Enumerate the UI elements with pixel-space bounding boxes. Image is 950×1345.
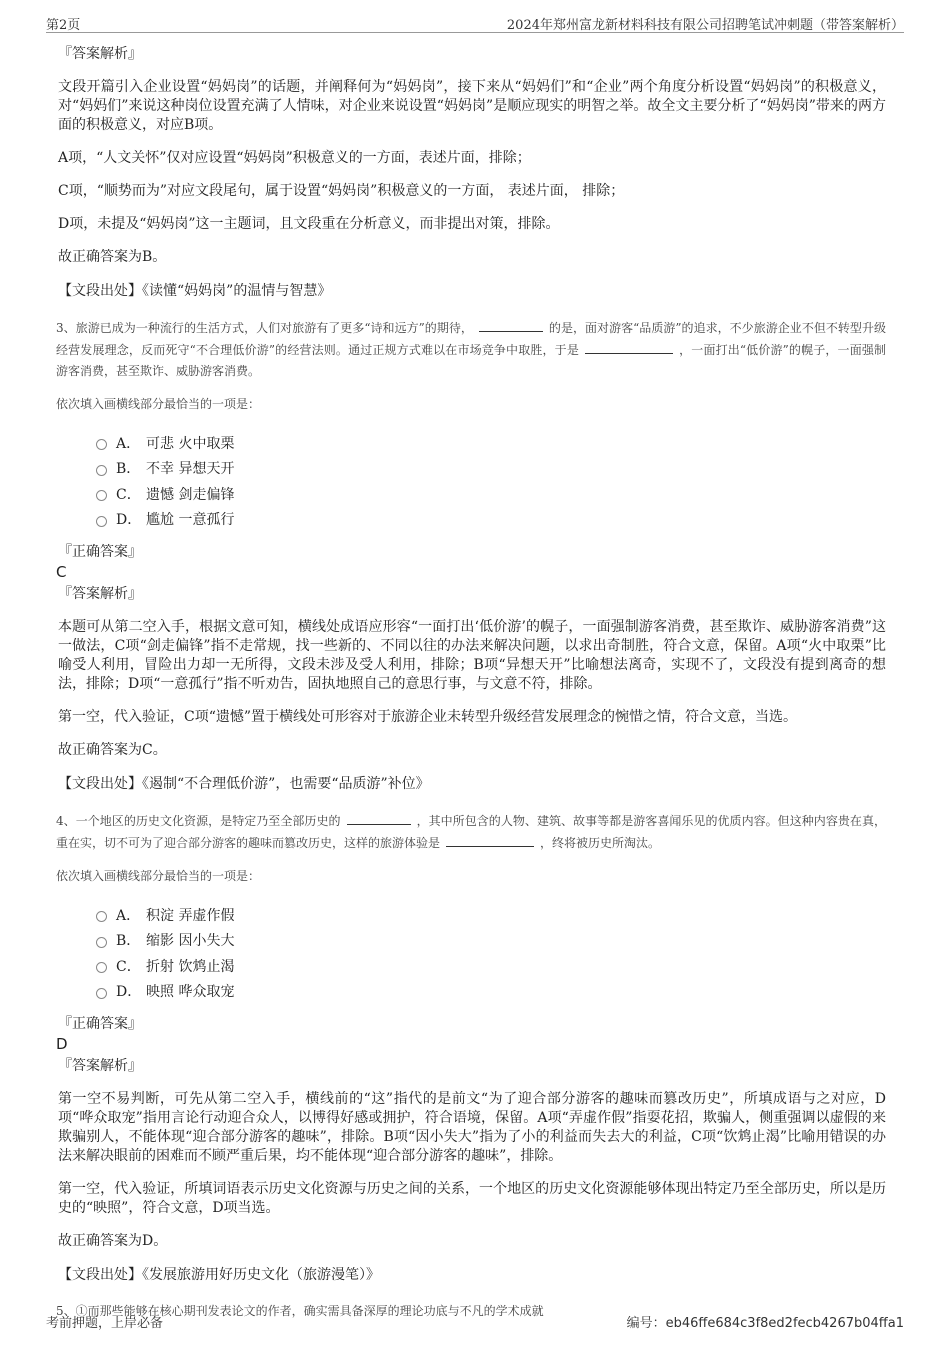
radio-icon[interactable] <box>96 516 107 527</box>
q3-blank-1 <box>479 317 543 332</box>
q3-stem: 3、旅游已成为一种流行的生活方式，人们对旅游有了更多“诗和远方”的期待， 的是，面对游客“品质游”的追求，不少旅游企业不但不转型升级经营发展理念，反而死守“不合理低价游”的经营法则。通过正规方式难以在市场竞争中取胜，于是 ，一面打出“低价游”的幌子，一面强制游客消费，甚至欺诈、威胁游客消费。 <box>56 317 886 382</box>
q4-analysis-1: 第一空不易判断，可先从第二空入手，横线前的“这”指代的是前文“为了迎合部分游客的趣味而篡改历史”，所填成语与之对应，D项“哗众取宠”指用言论行动迎合众人，以博得好感或拥护，符合语境，保留。A项“弄虚作假”指耍花招，欺骗人，侧重强调以虚假的来欺骗别人，不能体现“迎合部分游客的趣味”，排除。B项“因小失大”指为了小的利益而失去大的利益，C项“饮鸩止渴”比喻用错误的办法来解决眼前的困难而不顾严重后果，均不能体现“迎合部分游客的趣味”，排除。 <box>58 1091 886 1164</box>
q2-analysis-a: A项，“人文关怀”仅对应设置“妈妈岗”积极意义的一方面，表述片面，排除； <box>58 150 531 166</box>
radio-icon[interactable] <box>96 439 107 450</box>
page-header <box>46 10 904 33</box>
q4-instruction: 依次填入画横线部分最恰当的一项是： <box>56 869 261 883</box>
q3-analysis-2: 第一空，代入验证，C项“遗憾”置于横线处可形容对于旅游企业未转型升级经营发展理念的惋惜之情，符合文意，当选。 <box>58 709 798 725</box>
q3-analysis-1: 本题可从第二空入手，根据文意可知，横线处成语应形容“一面打出‘低价游’的幌子，一面强制游客消费，甚至欺诈、威胁游客消费”这一做法，C项“剑走偏锋”指不走常规，找一些新的、不同以往的办法来解决问题，以求出奇制胜，符合文意，保留。A项“火中取栗”比喻受人利用，冒险出力却一无所得，文段未涉及受人利用，排除；B项“异想天开”比喻想法离奇，实现不了，文段没有提到离奇的想法，排除；D项“一意孤行”指不听劝告，固执地照自己的意思行事，与文意不符，排除。 <box>58 619 886 692</box>
q4-source: 【文段出处】《发展旅游用好历史文化（旅游漫笔）》 <box>58 1267 380 1283</box>
q2-source: 【文段出处】《读懂“妈妈岗”的温情与智慧》 <box>58 283 332 299</box>
radio-icon[interactable] <box>96 911 107 922</box>
q2-analysis-c: C项，“顺势而为”对应文段尾句，属于设置“妈妈岗”积极意义的一方面， 表述片面， 排除； <box>58 183 625 199</box>
q3-options <box>96 430 886 532</box>
q3-source: 【文段出处】《遏制“不合理低价游”，也需要“品质游”补位》 <box>58 776 430 792</box>
q3-blank-2 <box>585 339 673 354</box>
q5-stem: 5、①而那些能够在核心期刊发表论文的作者，确实需具备深厚的理论功底与不凡的学术成就 <box>56 1304 544 1318</box>
q4-blank-1 <box>347 810 411 825</box>
q3-option-a[interactable]: A． 可悲 火中取栗 <box>96 430 886 456</box>
q2-analysis-d: D项，未提及“妈妈岗”这一主题词，且文段重在分析意义，而非提出对策，排除。 <box>58 216 560 232</box>
radio-icon[interactable] <box>96 988 107 999</box>
footer-slogan: 考前押题，上岸必备 <box>46 1316 164 1331</box>
q3-option-c[interactable]: C． 遗憾 剑走偏锋 <box>96 481 886 507</box>
radio-icon[interactable] <box>96 962 107 973</box>
q2-analysis: 文段开篇引入企业设置“妈妈岗”的话题，并阐释何为“妈妈岗”，接下来从“妈妈们”和“企业”两个角度分析设置“妈妈岗”的积极意义，对“妈妈们”来说这种岗位设置充满了人情味，对企业来说设置“妈妈岗”是顺应现实的明智之举。故全文主要分析了“妈妈岗”带来的两方面的积极意义，对应B项。 <box>58 79 886 133</box>
q3-instruction: 依次填入画横线部分最恰当的一项是： <box>56 397 261 411</box>
q4-option-d[interactable]: D． 映照 哗众取宠 <box>96 979 886 1005</box>
radio-icon[interactable] <box>96 465 107 476</box>
q3-option-d[interactable]: D． 尴尬 一意孤行 <box>96 507 886 533</box>
q4-option-a[interactable]: A． 积淀 弄虚作假 <box>96 902 886 928</box>
q4-blank-2 <box>446 832 534 847</box>
correct-label: 『正确答案』 <box>58 1016 142 1032</box>
analysis-label: 『答案解析』 <box>58 586 142 602</box>
analysis-label: 『答案解析』 <box>58 1058 142 1074</box>
q4-option-c[interactable]: C． 折射 饮鸩止渴 <box>96 953 886 979</box>
q4-options <box>96 902 886 1004</box>
page-content <box>56 44 886 1321</box>
q3-answer: C <box>56 563 67 581</box>
correct-label: 『正确答案』 <box>58 544 142 560</box>
q4-option-b[interactable]: B． 缩影 因小失大 <box>96 928 886 954</box>
q4-stem: 4、一个地区的历史文化资源，是特定乃至全部历史的 ，其中所包含的人物、建筑、故事等都是游客喜闻乐见的优质内容。但这种内容贵在真，重在实，切不可为了迎合部分游客的趣味而篡改历史，这样的旅游体验是 ，终将被历史所淘汰。 <box>56 810 886 854</box>
radio-icon[interactable] <box>96 490 107 501</box>
q3-option-b[interactable]: B． 不幸 异想天开 <box>96 456 886 482</box>
analysis-label: 『答案解析』 <box>58 46 142 62</box>
q2-conclusion: 故正确答案为B。 <box>58 249 167 265</box>
document-title: 2024年郑州富龙新材料科技有限公司招聘笔试冲刺题（带答案解析） <box>506 18 904 33</box>
q4-answer: D <box>56 1035 68 1053</box>
radio-icon[interactable] <box>96 937 107 948</box>
serial-number: 编号：eb46ffe684c3f8ed2fecb4267b04ffa1 <box>626 1316 904 1331</box>
page-number: 第2页 <box>46 18 81 33</box>
q3-conclusion: 故正确答案为C。 <box>58 742 167 758</box>
q4-conclusion: 故正确答案为D。 <box>58 1233 168 1249</box>
q4-analysis-2: 第一空，代入验证，所填词语表示历史文化资源与历史之间的关系，一个地区的历史文化资源能够体现出特定乃至全部历史，所以是历史的“映照”，符合文意，D项当选。 <box>58 1181 886 1216</box>
